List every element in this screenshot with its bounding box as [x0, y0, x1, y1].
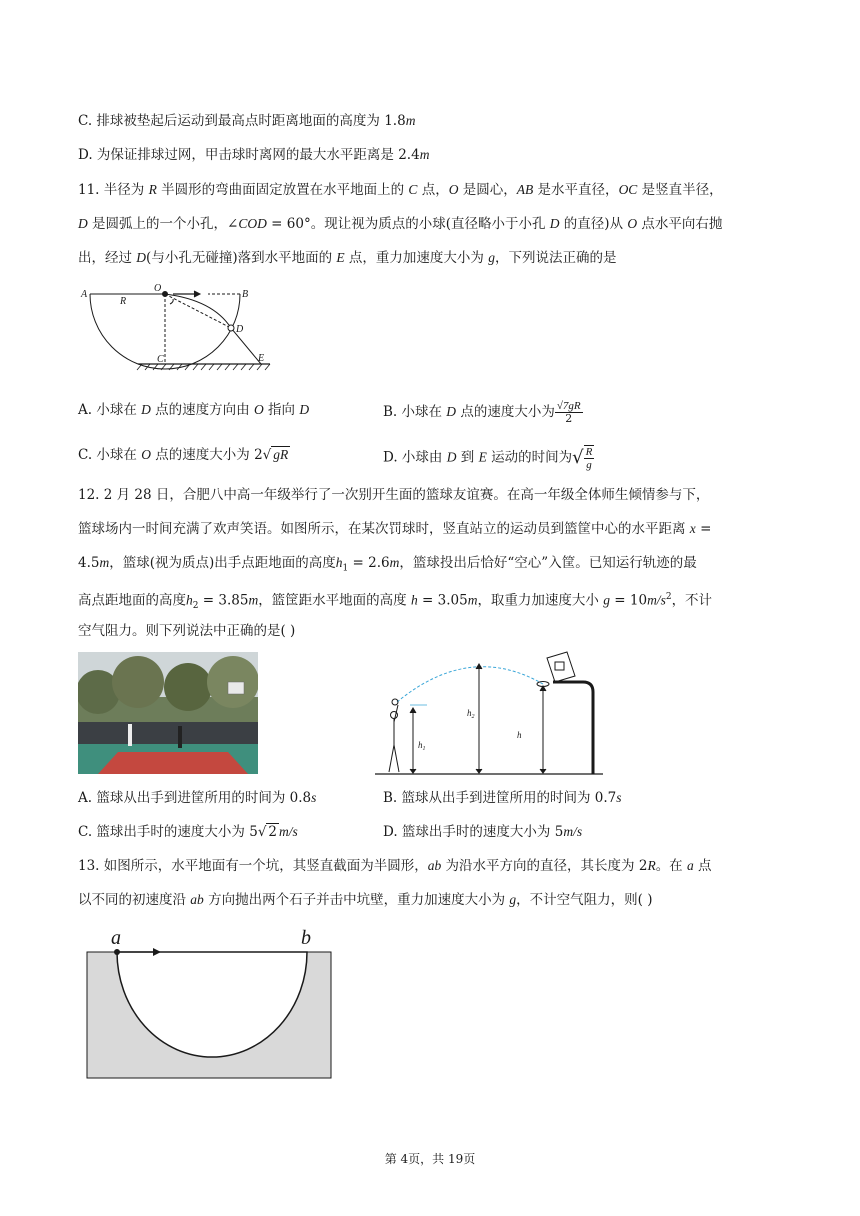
question-12-line-2: 篮球场内一时间充满了欢声笑语。如图所示，在某次罚球时，竖直站立的运动员到篮筐中心的水平距离 x =	[78, 521, 712, 537]
label-c: C	[157, 354, 164, 365]
label-d: D	[236, 324, 244, 335]
label-h: h	[517, 730, 522, 740]
label-a: A	[81, 289, 88, 300]
label-b: b	[301, 927, 311, 949]
label-h2: $h_2$	[467, 708, 475, 720]
question-12-line-1: 12. 2 月 28 日，合肥八中高一年级举行了一次别开生面的篮球友谊赛。在高一年级全体师生倾情参与下，	[78, 487, 710, 503]
question-13-line-2: 以不同的初速度沿 ab 方向抛出两个石子并击中坑壁，重力加速度大小为 g，不计空气阻力，则( )	[78, 892, 653, 908]
option-10-d: D. 为保证排球过网，甲击球时离网的最大水平距离是 2.4m	[78, 147, 430, 163]
label-b: B	[242, 289, 249, 300]
basketball-photo	[78, 652, 258, 774]
page-footer: 第 4页，共 19页	[384, 1152, 476, 1166]
label-e: E	[258, 353, 265, 364]
label-o: O	[154, 283, 162, 294]
label-r: R	[120, 296, 127, 307]
option-12-a: A. 篮球从出手到进筐所用的时间为 0.8s	[78, 790, 317, 806]
question-12-line-4: 高点距地面的高度$h_2 = 3.85m$，篮筐距水平地面的高度 h = 3.05m，取重力加速度大小 $g = 10m/s^2$，不计	[78, 592, 713, 612]
figure-13-pit	[85, 926, 335, 1082]
question-12-line-3: 4.5m，篮球(视为质点)出手点距地面的高度$h_1 = 2.6m$，篮球投出后恰好“空心”入筐。已知运行轨迹的最	[78, 555, 697, 574]
option-12-d: D. 篮球出手时的速度大小为 5m/s	[383, 824, 583, 840]
figure-11-semicircle	[78, 282, 278, 374]
option-12-c: C. 篮球出手时的速度大小为 5√ 2 m/s	[78, 824, 298, 840]
question-11-line-1: 11. 半径为 R 半圆形的弯曲面固定放置在水平地面上的 C 点，O 是圆心，AB 是水平直径，OC 是竖直半径，	[78, 182, 723, 198]
question-13-line-1: 13. 如图所示，水平地面有一个坑，其竖直截面为半圆形，ab 为沿水平方向的直径，其长度为 2R。在 a 点	[78, 858, 712, 874]
option-11-c: C. 小球在 O 点的速度大小为 2√ gR	[78, 447, 289, 463]
question-11-line-2: D 是圆弧上的一个小孔，∠COD = 60°。现让视为质点的小球(直径略小于小孔 D 的直径)从 O 点水平向右抛	[78, 216, 723, 232]
option-11-b: B. 小球在 D 点的速度大小为 $\frac{√7gR}{2}$	[383, 400, 581, 425]
label-h1: $h_1$	[418, 740, 426, 752]
question-12-line-5: 空气阻力。则下列说法中正确的是( )	[78, 623, 296, 639]
option-10-c: C. 排球被垫起后运动到最高点时距离地面的高度为 1.8m	[78, 113, 416, 129]
option-11-d: D. 小球由 D 到 E 运动的时间为√ $\frac{R}{g}$	[383, 446, 593, 471]
label-a: a	[111, 927, 121, 949]
option-12-b: B. 篮球从出手到进筐所用的时间为 0.7s	[383, 790, 622, 806]
figure-12-basketball-schematic	[375, 650, 605, 778]
question-11-line-3: 出，经过 D(与小孔无碰撞)落到水平地面的 E 点，重力加速度大小为 g，下列说法正确的是	[78, 250, 617, 266]
option-11-a: A. 小球在 D 点的速度方向由 O 指向 D	[78, 402, 310, 418]
